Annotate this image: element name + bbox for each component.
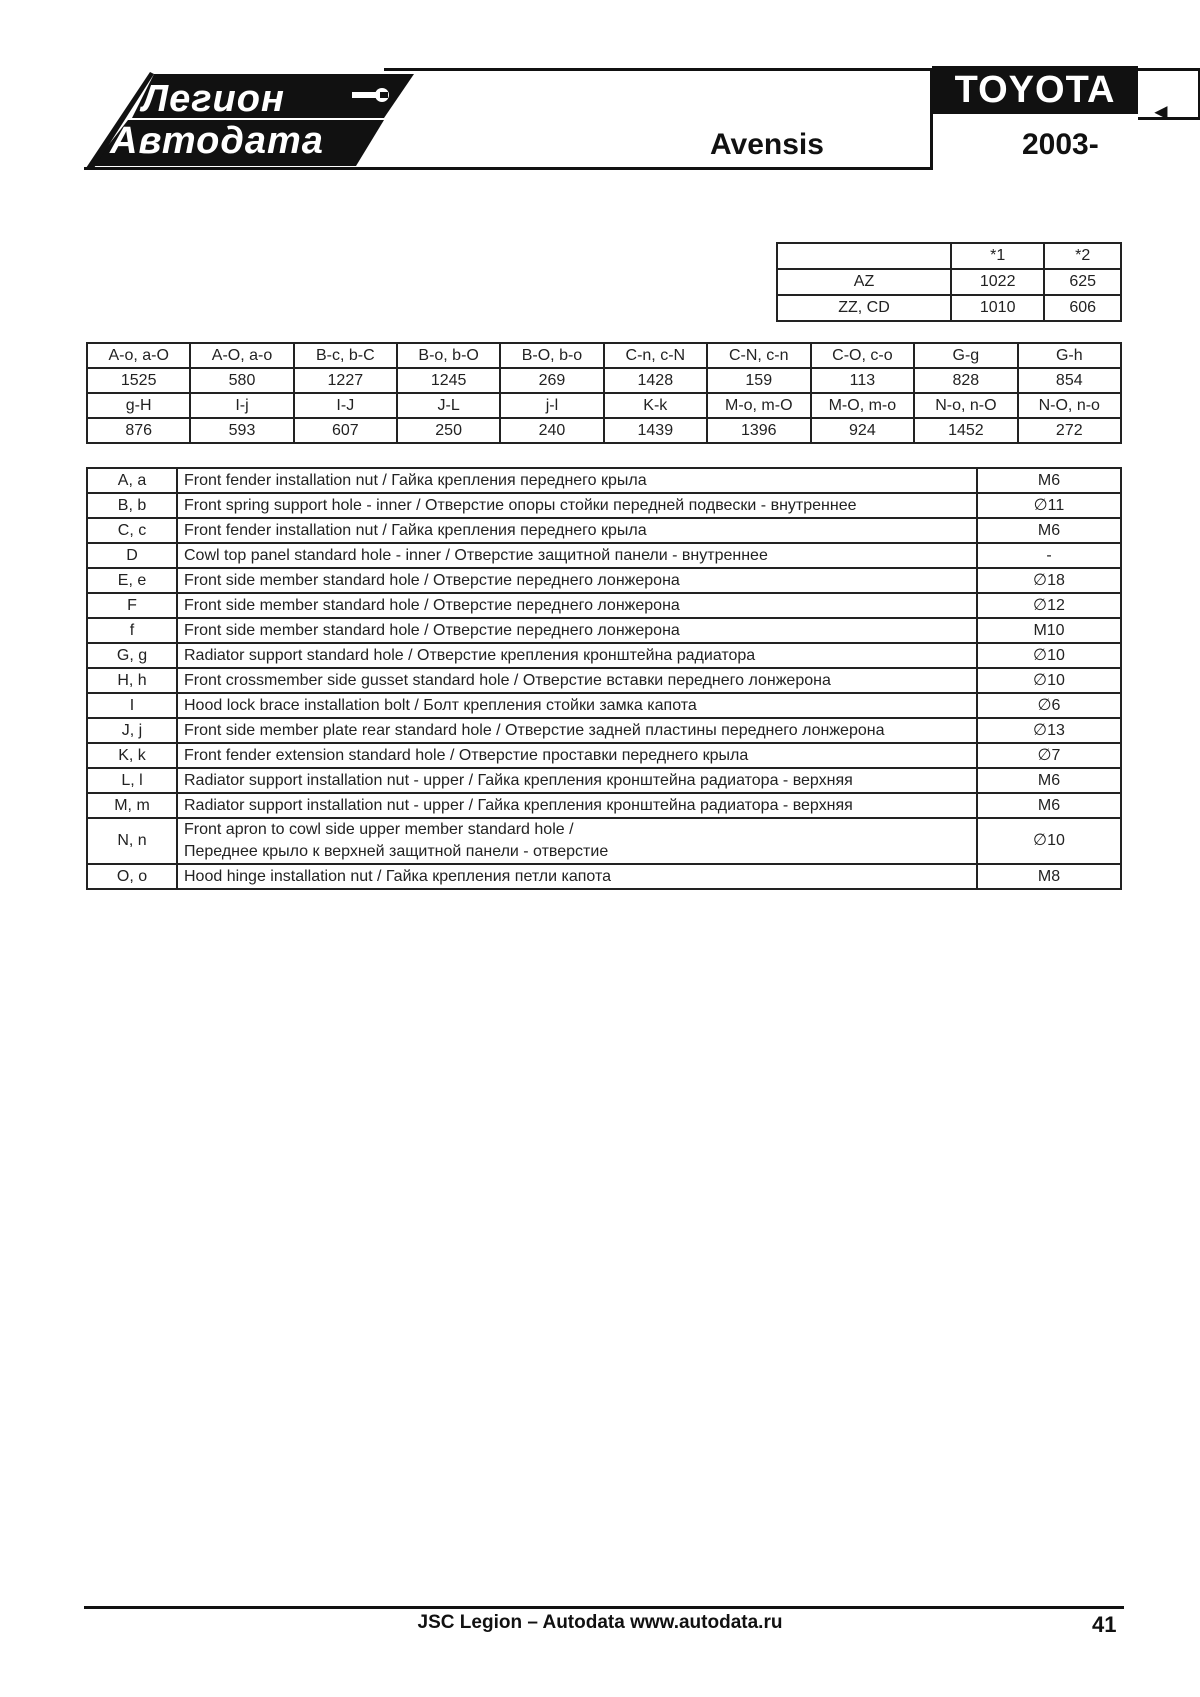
legend-code: f (87, 618, 177, 643)
legend-description-line: Radiator support installation nut - upper / Гайка крепления кронштейна радиатора - верхняя (184, 771, 853, 789)
table-cell: 607 (294, 418, 397, 443)
legend-size: ∅12 (977, 593, 1121, 618)
legend-description-line: Cowl top panel standard hole - inner / Отверстие защитной панели - внутреннее (184, 546, 768, 564)
legend-row (87, 864, 1121, 889)
legend-row (87, 793, 1121, 818)
table-cell: 580 (190, 368, 293, 393)
legend-description (177, 468, 977, 493)
logo-text-autodata: Автодата (110, 120, 324, 162)
legend-row (87, 643, 1121, 668)
legend-code: O, o (87, 864, 177, 889)
table-row (87, 393, 1121, 418)
table-cell: M-o, m-O (707, 393, 811, 418)
legend-size: ∅10 (977, 668, 1121, 693)
table-cell: N-O, n-o (1018, 393, 1121, 418)
legend-description-line: Hood hinge installation nut / Гайка крепления петли капота (184, 867, 612, 885)
table-row (777, 269, 1121, 295)
legend-code: J, j (87, 718, 177, 743)
table-cell: B-o, b-O (397, 343, 500, 368)
table-row (777, 243, 1121, 269)
legend-description-line: Front spring support hole - inner / Отверстие опоры стойки передней подвески - внутреннее (184, 496, 857, 514)
table-cell: 593 (190, 418, 293, 443)
legend-description-line: Front side member standard hole / Отверстие переднего лонжерона (184, 596, 680, 614)
table-cell: ZZ, CD (777, 295, 951, 321)
legend-row (87, 743, 1121, 768)
table-cell: G-g (914, 343, 1017, 368)
table-cell: I-j (190, 393, 293, 418)
legend-code: E, e (87, 568, 177, 593)
footer-publisher: JSC Legion – Autodata www.autodata.ru (417, 1612, 783, 1633)
table-cell: 854 (1018, 368, 1121, 393)
footer-rule (84, 1606, 1124, 1609)
legend-row (87, 718, 1121, 743)
table-cell: 1022 (951, 269, 1044, 295)
legend-description (177, 593, 977, 618)
legend-size: ∅7 (977, 743, 1121, 768)
legend-description (177, 743, 977, 768)
legend-size: - (977, 543, 1121, 568)
brand-badge: TOYOTA (932, 66, 1138, 114)
table-cell (777, 243, 951, 269)
legend-size: M6 (977, 768, 1121, 793)
table-cell: N-o, n-O (914, 393, 1017, 418)
legend-description (177, 693, 977, 718)
table-row (87, 343, 1121, 368)
legend-description-line: Front fender installation nut / Гайка крепления переднего крыла (184, 471, 647, 489)
legend-row (87, 818, 1121, 864)
legend-size: ∅10 (977, 643, 1121, 668)
legend-description (177, 864, 977, 889)
legend-row (87, 693, 1121, 718)
legend-code: A, a (87, 468, 177, 493)
legend-description-line: Front apron to cowl side upper member standard hole / (184, 821, 574, 838)
legend-code: B, b (87, 493, 177, 518)
legend-size: M6 (977, 518, 1121, 543)
table-cell: A-O, a-o (190, 343, 293, 368)
table-cell: 828 (914, 368, 1017, 393)
legend-code: N, n (87, 818, 177, 864)
legend-description-line: Front fender installation nut / Гайка крепления переднего крыла (184, 521, 647, 539)
table-cell: 1439 (604, 418, 707, 443)
table-cell: B-c, b-C (294, 343, 397, 368)
legend-code: I (87, 693, 177, 718)
table-cell: 1525 (87, 368, 190, 393)
page-header (84, 64, 1172, 174)
table-cell: 924 (811, 418, 915, 443)
table-row (777, 295, 1121, 321)
table-cell: B-O, b-o (500, 343, 603, 368)
legend-description (177, 518, 977, 543)
legend-row (87, 593, 1121, 618)
legend-table (86, 467, 1122, 890)
model-year: 2003- (1022, 128, 1099, 161)
legend-row (87, 518, 1121, 543)
table-cell: 272 (1018, 418, 1121, 443)
legend-code: M, m (87, 793, 177, 818)
table-cell: 1245 (397, 368, 500, 393)
table-cell: AZ (777, 269, 951, 295)
page-number: 41 (1092, 1612, 1117, 1637)
table-cell: C-O, c-o (811, 343, 915, 368)
legend-row (87, 768, 1121, 793)
legend-code: H, h (87, 668, 177, 693)
table-cell: C-n, c-N (604, 343, 707, 368)
table-cell: 625 (1044, 269, 1121, 295)
legend-description (177, 718, 977, 743)
table-cell: G-h (1018, 343, 1121, 368)
legend-code: C, c (87, 518, 177, 543)
legend-description (177, 818, 977, 864)
legend-row (87, 568, 1121, 593)
table-cell: 250 (397, 418, 500, 443)
table-row (87, 418, 1121, 443)
legend-description-line: Hood lock brace installation bolt / Болт крепления стойки замка капота (184, 696, 697, 714)
table-cell: 1227 (294, 368, 397, 393)
table-cell: 240 (500, 418, 603, 443)
table-cell: *2 (1044, 243, 1121, 269)
legend-description (177, 568, 977, 593)
model-name: Avensis (710, 128, 824, 161)
legend-code: D (87, 543, 177, 568)
legend-size: ∅18 (977, 568, 1121, 593)
legend-code: K, k (87, 743, 177, 768)
legend-description (177, 543, 977, 568)
legend-description (177, 618, 977, 643)
legend-size: ∅10 (977, 818, 1121, 864)
table-row (87, 368, 1121, 393)
table-cell: J-L (397, 393, 500, 418)
legend-description-line: Front side member plate rear standard hole / Отверстие задней пластины переднего лонжерона (184, 721, 885, 739)
legend-code: L, l (87, 768, 177, 793)
legend-size: M8 (977, 864, 1121, 889)
table-cell: A-o, a-O (87, 343, 190, 368)
legend-code: F (87, 593, 177, 618)
legend-description (177, 768, 977, 793)
legend-row (87, 493, 1121, 518)
legend-size: ∅11 (977, 493, 1121, 518)
legend-size: M10 (977, 618, 1121, 643)
table-cell: j-l (500, 393, 603, 418)
legend-code: G, g (87, 643, 177, 668)
table-cell: 269 (500, 368, 603, 393)
legend-description-line: Переднее крыло к верхней защитной панели - отверстие (184, 843, 609, 860)
table-cell: 1452 (914, 418, 1017, 443)
legend-description (177, 643, 977, 668)
arrow-left-icon: ◄ (1150, 99, 1172, 124)
legend-description-line: Front side member standard hole / Отверстие переднего лонжерона (184, 571, 680, 589)
table-cell: 1428 (604, 368, 707, 393)
legend-description (177, 793, 977, 818)
legend-description (177, 493, 977, 518)
table-cell: g-H (87, 393, 190, 418)
legend-description-line: Front side member standard hole / Отверстие переднего лонжерона (184, 621, 680, 639)
legend-size: M6 (977, 793, 1121, 818)
dimensions-table (86, 342, 1122, 444)
table-cell: M-O, m-o (811, 393, 915, 418)
legend-size: ∅6 (977, 693, 1121, 718)
legend-row (87, 543, 1121, 568)
table-cell: I-J (294, 393, 397, 418)
table-cell: K-k (604, 393, 707, 418)
legend-row (87, 668, 1121, 693)
table-cell: 1396 (707, 418, 811, 443)
logo-text-legion: Легион (142, 78, 285, 120)
legend-description (177, 668, 977, 693)
table-cell: C-N, c-n (707, 343, 811, 368)
legend-description-line: Radiator support installation nut - upper / Гайка крепления кронштейна радиатора - верхняя (184, 796, 853, 814)
legend-row (87, 618, 1121, 643)
legend-description-line: Radiator support standard hole / Отверстие крепления кронштейна радиатора (184, 646, 756, 664)
header-top-rule (384, 68, 932, 71)
table-cell: 113 (811, 368, 915, 393)
legend-size: ∅13 (977, 718, 1121, 743)
table-cell: 876 (87, 418, 190, 443)
table-cell: 159 (707, 368, 811, 393)
legend-size: M6 (977, 468, 1121, 493)
table-cell: *1 (951, 243, 1044, 269)
table-cell: 1010 (951, 295, 1044, 321)
legion-autodata-logo (84, 68, 424, 168)
header-bottom-rule (84, 167, 932, 170)
legend-row (87, 468, 1121, 493)
legend-description-line: Front fender extension standard hole / Отверстие проставки переднего крыла (184, 746, 749, 764)
table-cell: 606 (1044, 295, 1121, 321)
legend-description-line: Front crossmember side gusset standard hole / Отверстие вставки переднего лонжерона (184, 671, 831, 689)
engine-table (776, 242, 1122, 322)
